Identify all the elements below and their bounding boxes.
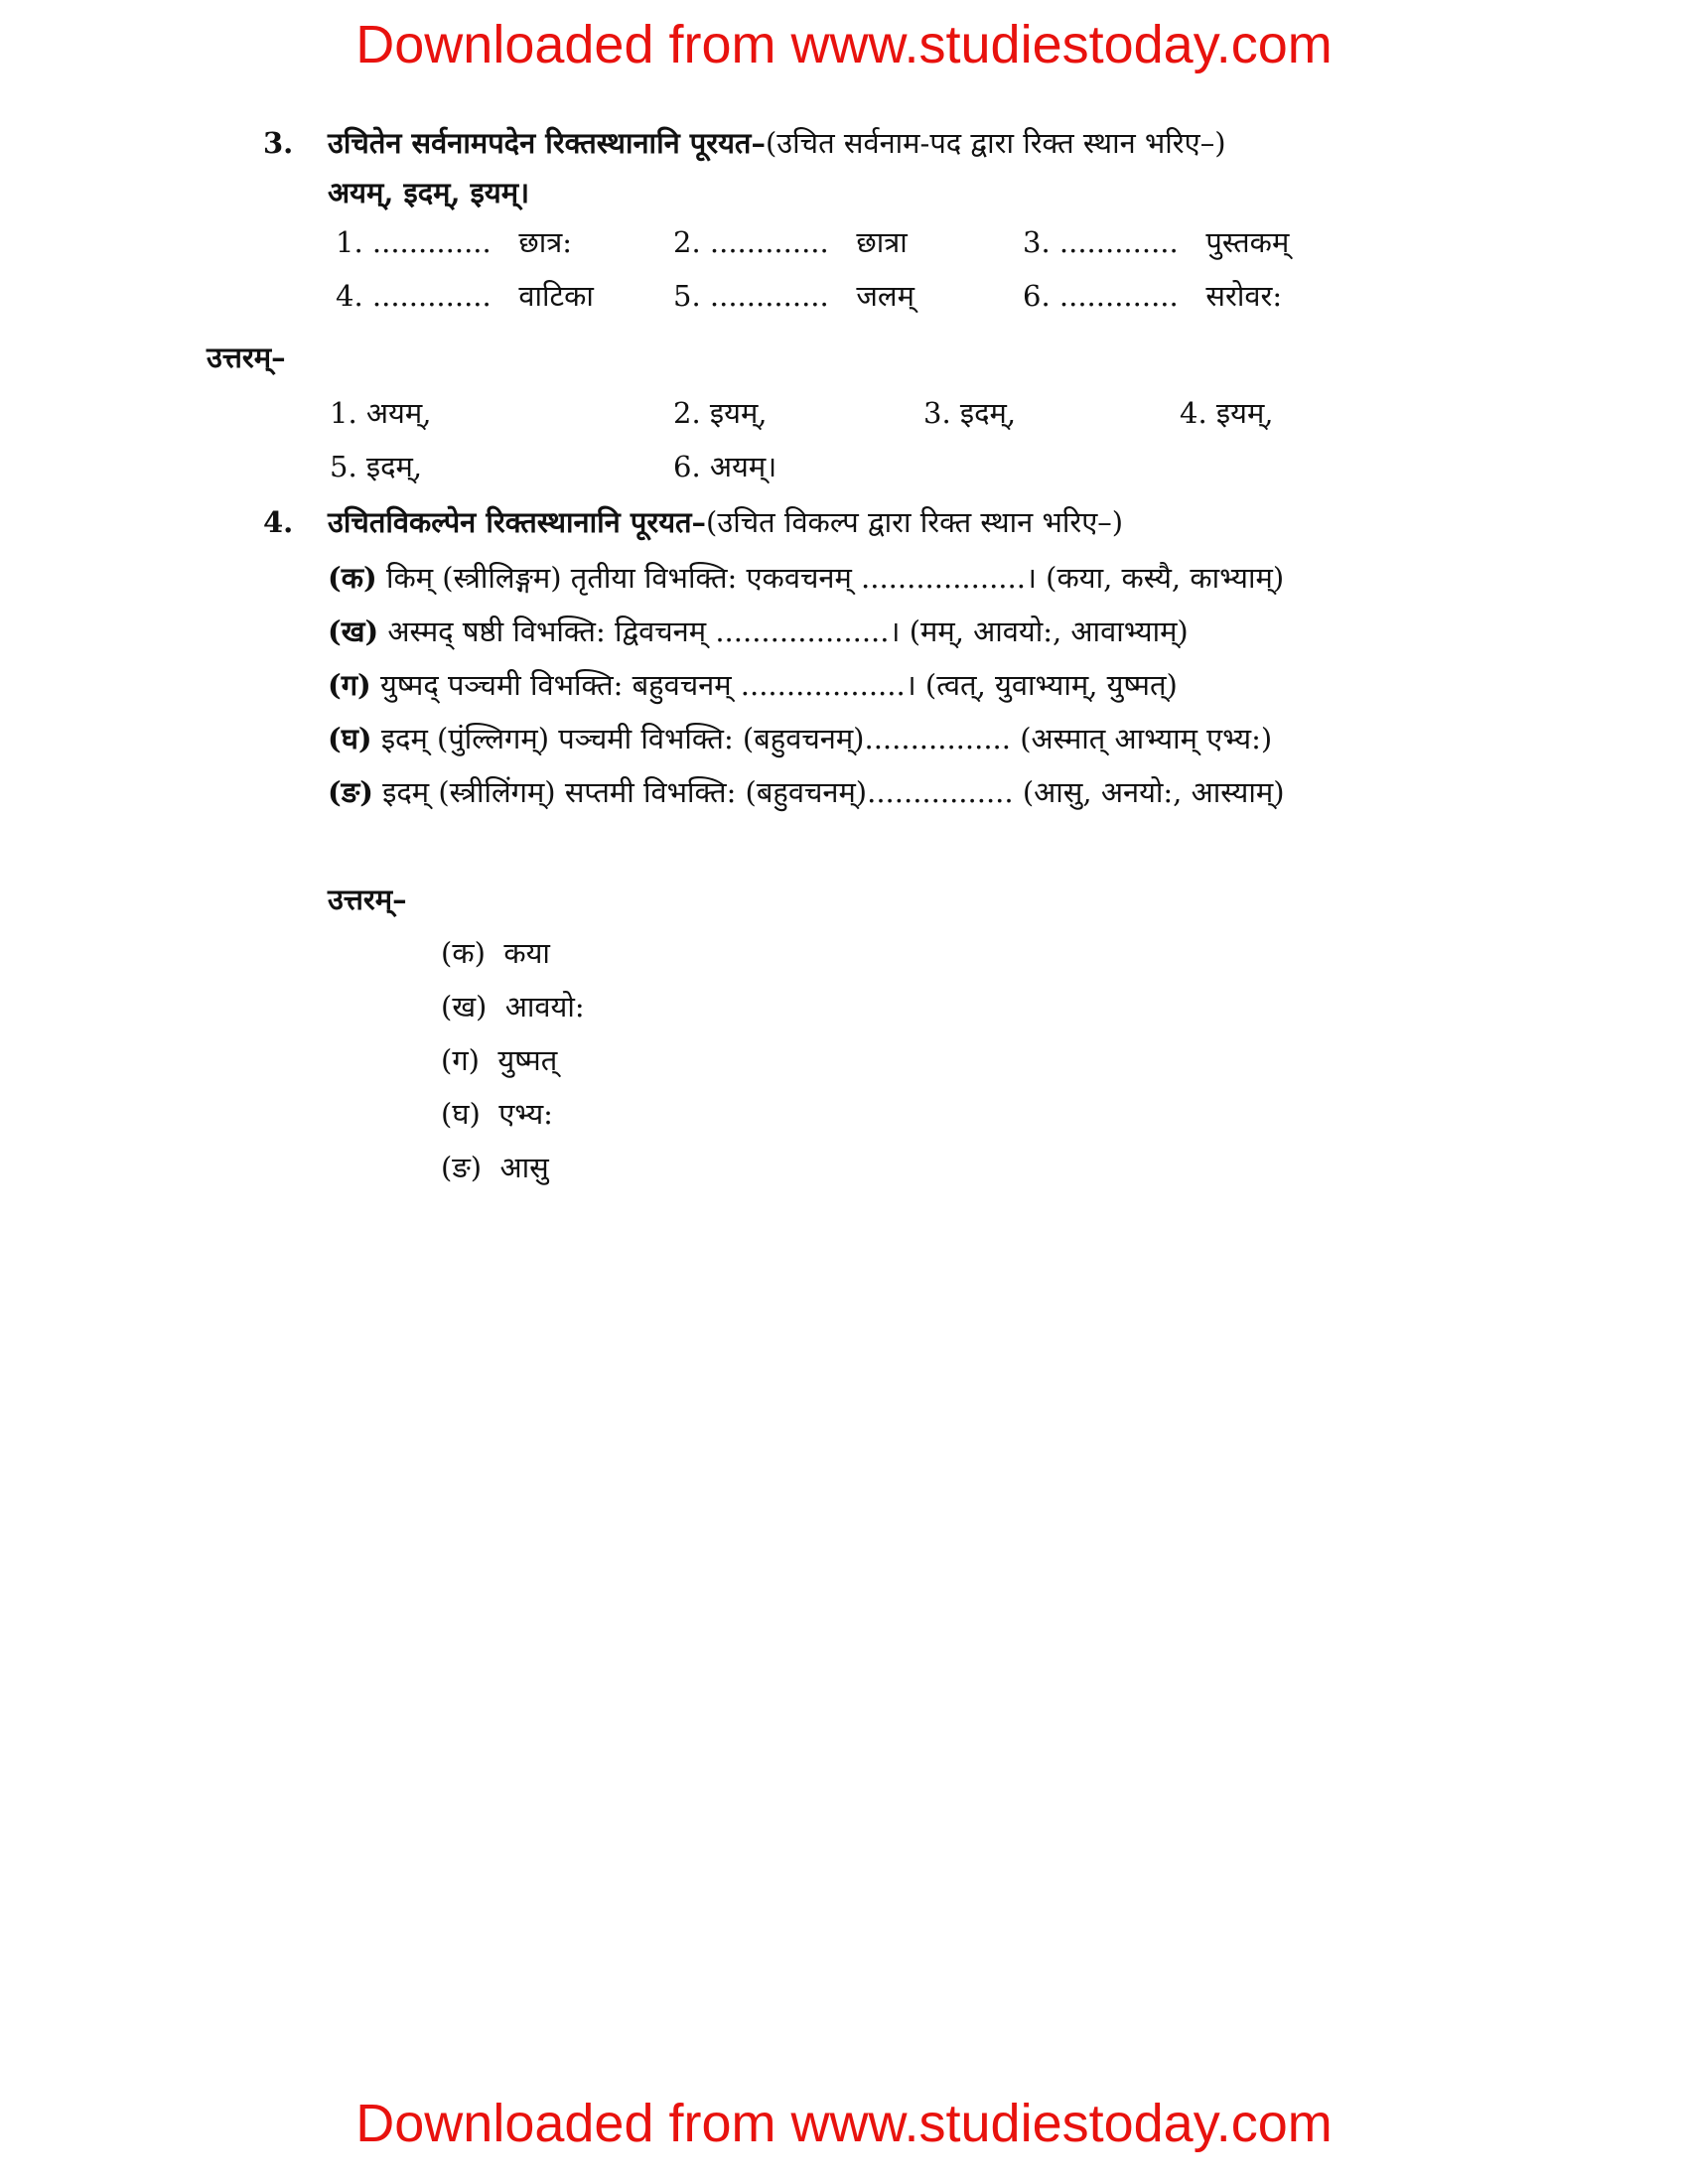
q4-title-hint: (उचित विकल्प द्वारा रिक्त स्थान भरिए–) — [706, 505, 1124, 539]
q3-answer-5: 5. इदम्, — [330, 450, 423, 483]
header-banner: Downloaded from www.studiestoday.com — [355, 15, 1333, 74]
q4-answer-label: उत्तरम्– — [328, 883, 407, 916]
q3-item-5: 5. ............. जलम् — [673, 279, 914, 313]
q4-answer-ka: (क) कया — [441, 936, 550, 970]
q3-item-2: 2. ............. छात्रा — [673, 225, 908, 259]
q3-number: 3. — [263, 126, 294, 160]
q3-answer-1: 1. अयम्, — [330, 396, 432, 430]
footer-banner: Downloaded from www.studiestoday.com — [355, 2094, 1333, 2153]
q3-options: अयम्, इदम्, इयम्। — [328, 176, 530, 209]
q3-title-hint: (उचित सर्वनाम-पद द्वारा रिक्त स्थान भरिए–) — [765, 126, 1226, 160]
q4-answer-ga: (ग) युष्मत् — [441, 1043, 558, 1077]
q4-item-nga: (ङ) इदम् (स्त्रीलिंगम्) सप्तमी विभक्ति: (बहुवचनम्)................ (आसु, अनयो:, आस्याम्) — [328, 775, 1285, 809]
q4-item-gha: (घ) इदम् (पुंल्लिगम्) पञ्चमी विभक्ति: (बहुवचनम्)................ (अस्मात् आभ्याम् एभ्य:) — [328, 722, 1273, 755]
q3-answer-4: 4. इयम्, — [1180, 396, 1274, 430]
q4-answer-nga: (ङ) आसु — [441, 1151, 549, 1184]
q4-item-kha: (ख) अस्मद् षष्ठी विभक्ति: द्विवचनम् ...................। (मम्, आवयो:, आवाभ्याम्) — [328, 614, 1189, 648]
q4-item-ka: (क) किम् (स्त्रीलिङ्गम) तृतीया विभक्ति: एकवचनम् ..................। (कया, कस्यै, काभ्याम्) — [328, 561, 1285, 595]
q4-answer-kha: (ख) आवयो: — [441, 990, 585, 1024]
q3-item-4: 4. ............. वाटिका — [336, 279, 594, 313]
q4-answer-gha: (घ) एभ्य: — [441, 1097, 553, 1131]
q4-item-ga: (ग) युष्मद् पञ्चमी विभक्ति: बहुवचनम् ..................। (त्वत्, युवाभ्याम्, युष्मत्) — [328, 668, 1178, 702]
q3-answer-6: 6. अयम्। — [673, 450, 777, 483]
q3-answer-label: उत्तरम्– — [207, 341, 286, 374]
q4-title-bold: उचितविकल्पेन रिक्तस्थानानि पूरयत– — [328, 505, 707, 539]
q3-item-3: 3. ............. पुस्तकम् — [1023, 225, 1290, 259]
q3-item-6: 6. ............. सरोवर: — [1023, 279, 1283, 313]
q3-item-1: 1. ............. छात्र: — [336, 225, 573, 259]
q3-title — [328, 125, 1226, 161]
q4-title — [328, 504, 1123, 540]
q4-number: 4. — [263, 505, 294, 539]
q3-title-bold: उचितेन सर्वनामपदेन रिक्तस्थानानि पूरयत– — [328, 126, 766, 160]
q3-answer-3: 3. इदम्, — [923, 396, 1017, 430]
q3-answer-2: 2. इयम्, — [673, 396, 768, 430]
